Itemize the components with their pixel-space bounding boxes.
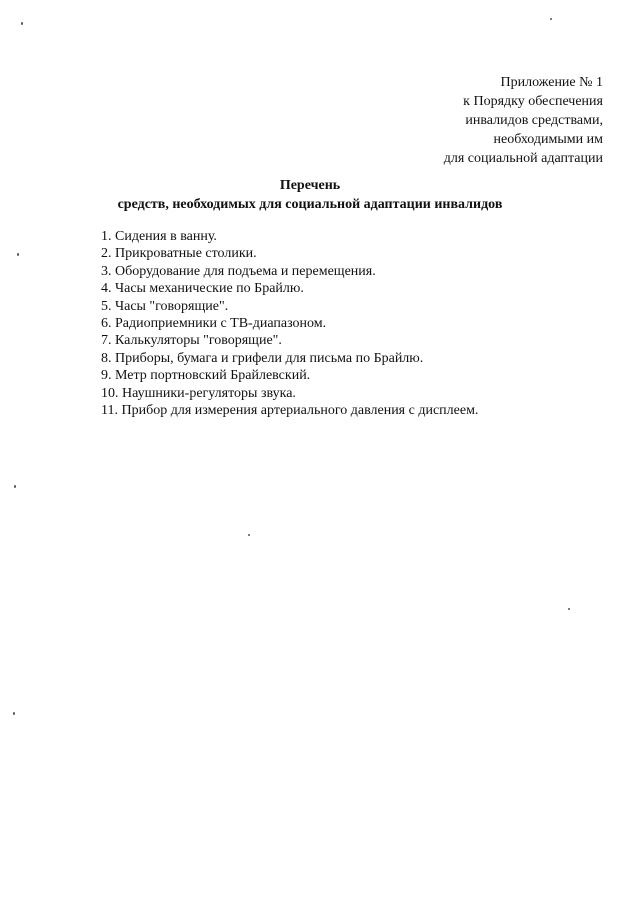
scan-speck	[17, 253, 19, 256]
list-item: 4. Часы механические по Брайлю.	[101, 281, 304, 297]
appendix-header	[343, 73, 603, 168]
list-item: 8. Приборы, бумага и грифели для письма по Брайлю.	[101, 350, 424, 366]
scan-speck	[248, 534, 250, 536]
list-item: 10. Наушники-регуляторы звука.	[101, 385, 296, 401]
list-item: 5. Часы "говорящие".	[101, 298, 229, 314]
scan-speck	[550, 18, 552, 20]
list-item: 11. Прибор для измерения артериального давления с дисплеем.	[101, 403, 479, 419]
list-item: 7. Калькуляторы "говорящие".	[101, 333, 282, 349]
list-item: 3. Оборудование для подъема и перемещения.	[101, 263, 376, 279]
list-item: 1. Сидения в ванну.	[101, 229, 217, 244]
scan-speck	[568, 608, 570, 610]
list-item: 6. Радиоприемники с ТВ-диапазоном.	[101, 316, 327, 332]
appendix-line: Приложение № 1	[500, 75, 603, 90]
appendix-line: инвалидов средствами,	[465, 113, 603, 128]
items-list	[101, 228, 621, 419]
scan-speck	[13, 712, 15, 715]
scan-speck	[14, 485, 16, 488]
scan-speck	[21, 22, 23, 25]
appendix-line: необходимыми им	[493, 132, 603, 147]
appendix-line: для социальной адаптации	[443, 151, 603, 166]
appendix-line: к Порядку обеспечения	[463, 94, 603, 109]
list-item: 9. Метр портновский Брайлевский.	[101, 368, 311, 384]
list-item: 2. Прикроватные столики.	[101, 246, 257, 262]
document-title: Перечень	[279, 178, 341, 193]
document-subtitle: средств, необходимых для социальной адаптации инвалидов	[117, 197, 503, 212]
